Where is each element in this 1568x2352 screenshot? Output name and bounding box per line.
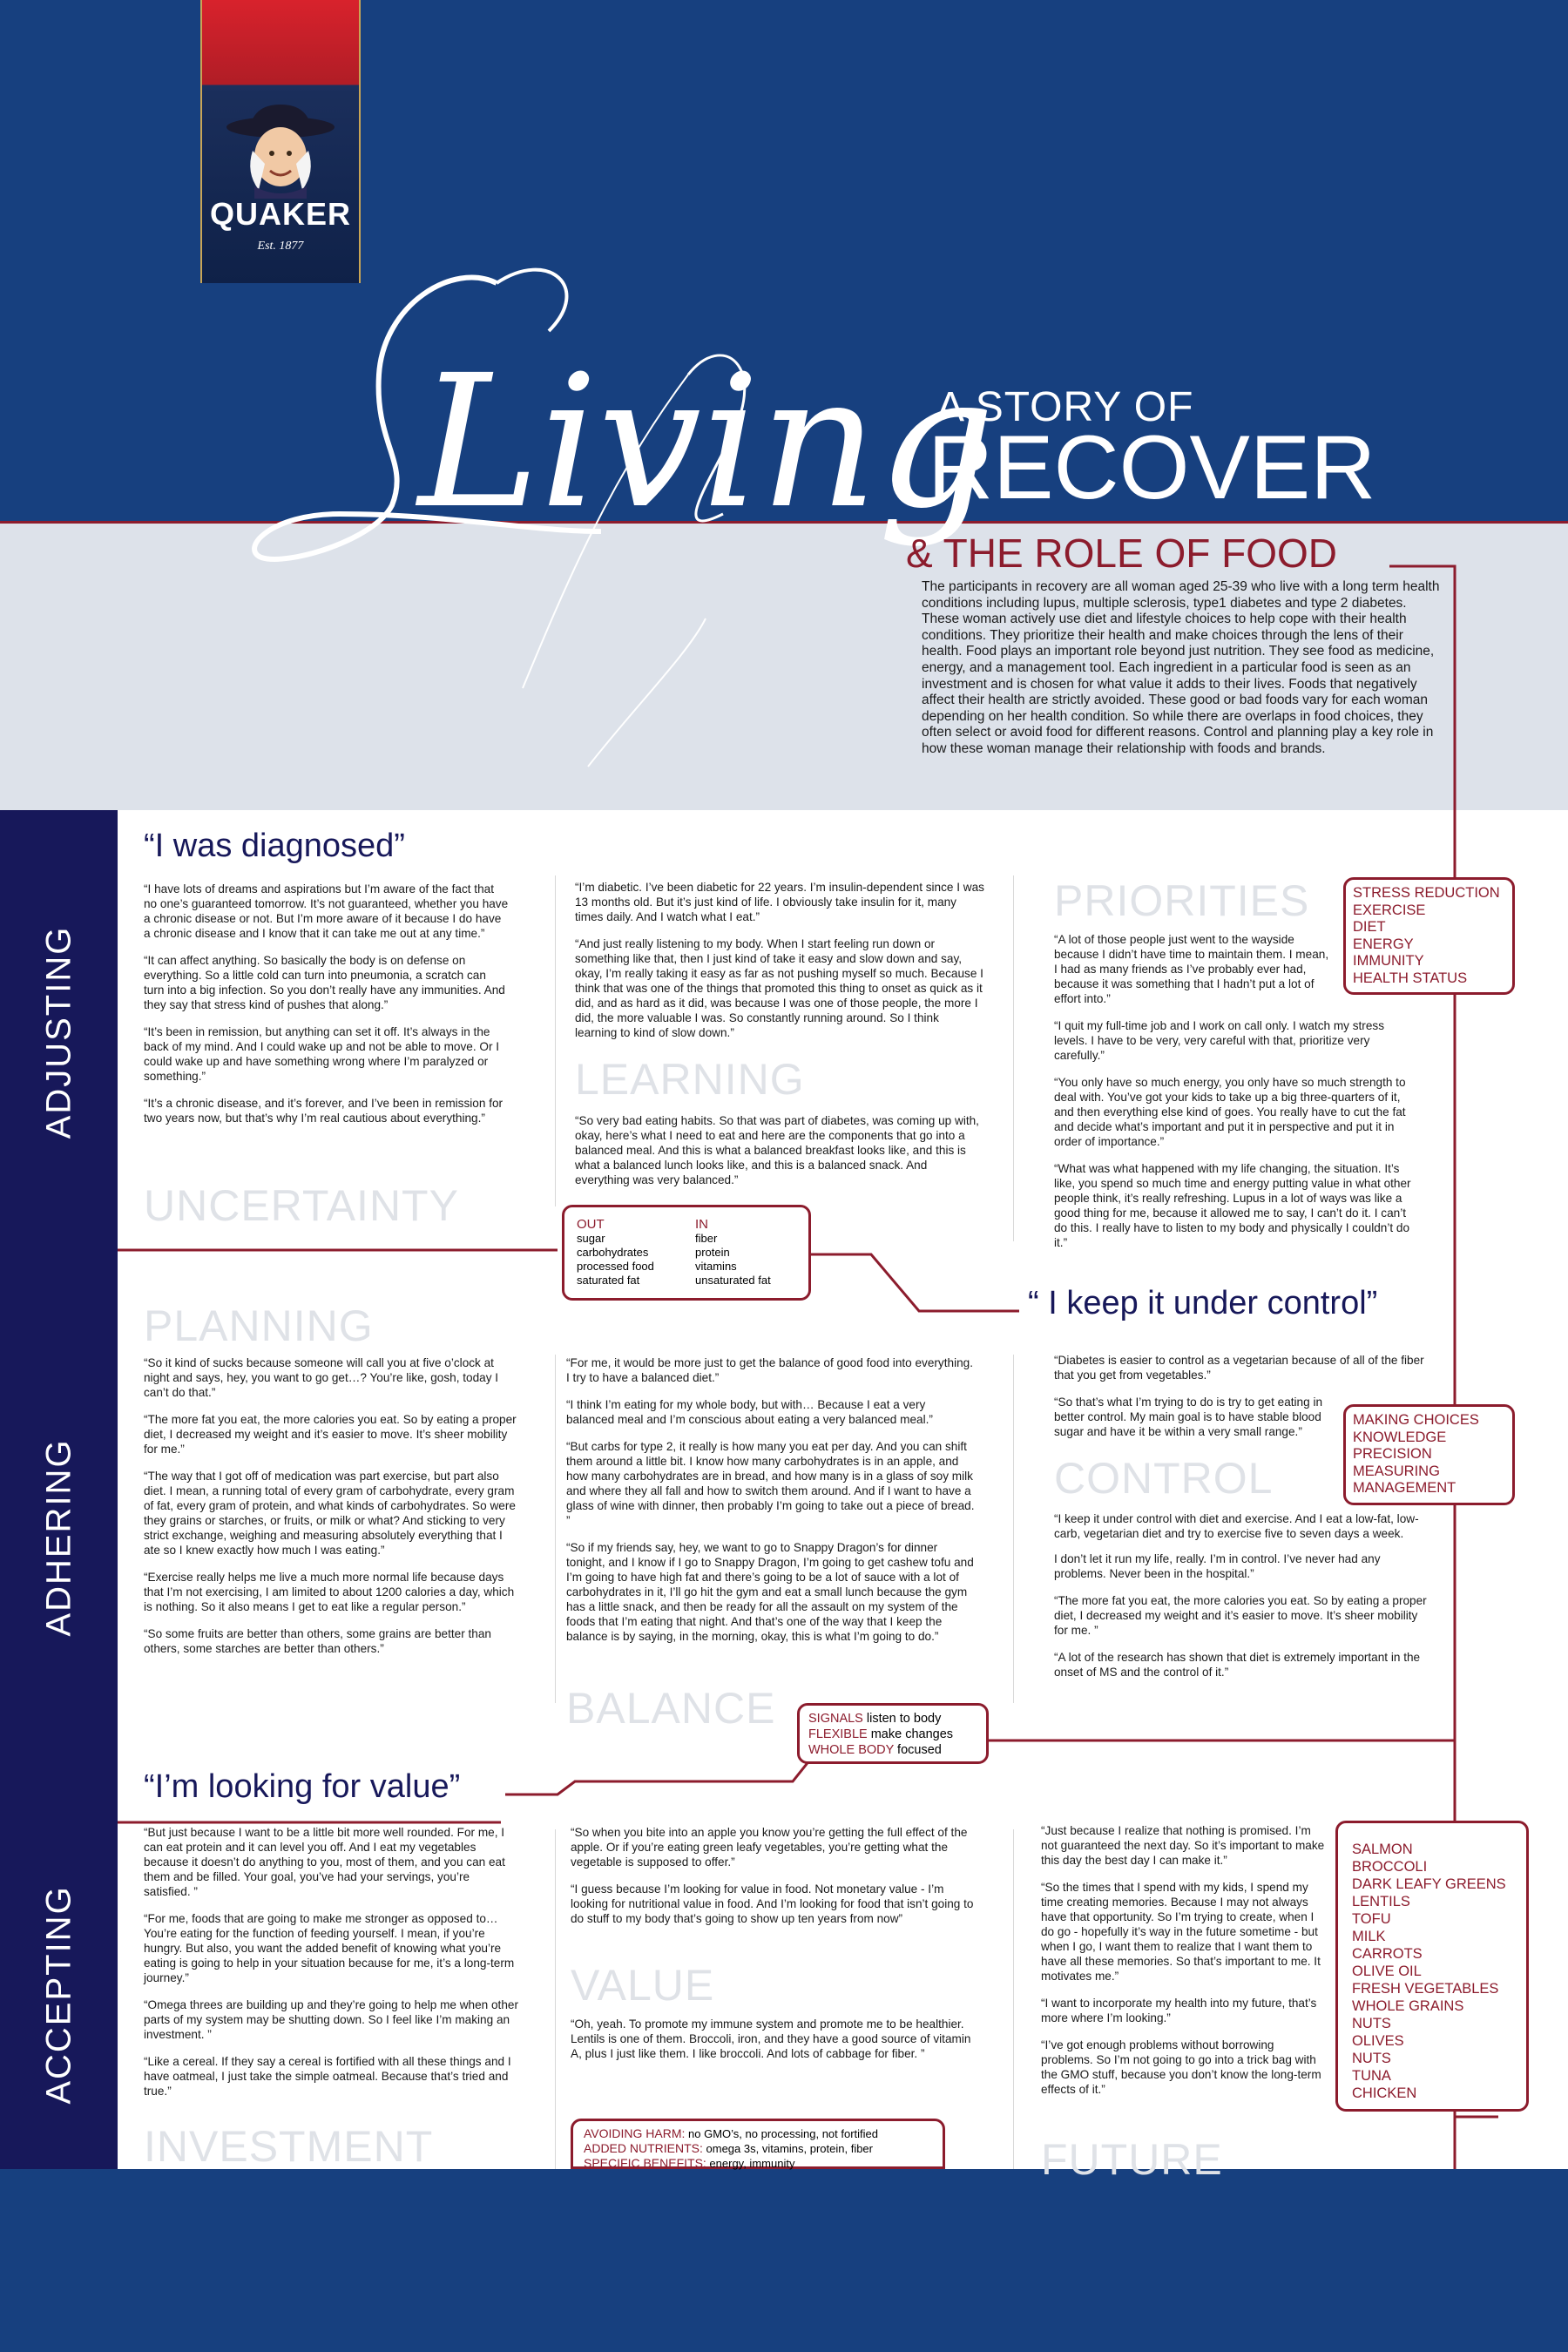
quote-text: “I want to incorporate my health into my future, that’s more where I’m looking.” [1041,1997,1317,2024]
in-item: vitamins [695,1260,737,1273]
column-divider [555,875,556,1206]
theme-uncertainty: UNCERTAINTY [144,1181,459,1230]
benefits-box [571,2119,945,2169]
food-item: BROCCOLI [1352,1859,1428,1875]
adjusting-col2a [575,880,984,1052]
quote-text: “Omega threes are building up and they’re going to help me when other parts of my system may be shutting down. So I feel like I’m making an investment. ” [144,1998,518,2041]
title-role-of-food: & THE ROLE OF FOOD [906,531,1337,576]
priority-item: ENERGY [1353,936,1414,952]
title-story-of: A STORY OF [936,384,1194,430]
quote-text: “So some fruits are better than others, some grains are better than others, some starches are better than others.” [144,1627,491,1655]
priorities-box [1343,877,1515,995]
column-divider [555,1355,556,1703]
in-item: protein [695,1246,730,1259]
foods-box [1335,1821,1529,2112]
quote-text: “And just really listening to my body. When I start feeling run down or something like that, then I just kind of take it easy and slow down and say, okay, I’m really taking it easy as far as not pushing myself so much. Because I think that was one of the things that promoted this thing to onset as quick as it did, and as hard as it did, was because I was one of those people, the more I did, the more valuable I was. So constantly running around. So I think learning to kind of slow down.” [575,937,983,1039]
adhering-col3b [1054,1511,1429,1692]
signals-box [797,1703,989,1764]
theme-future: FUTURE [1041,2135,1223,2184]
in-list [695,1218,804,1288]
quote-text: “So the times that I spend with my kids, I spend my time creating memories. Because I may not always have that opportunity. So I’m trying to create, when I do go - hopefully it’s way in the future sometime - but when I go, I want them to realize that I want them to have all these memories. So that’s important to me. It motivates me.” [1041,1881,1321,1983]
quote-text: “I think I’m eating for my whole body, but with… Because I eat a very balanced meal and I’m conscious about eating a very balanced meal.” [566,1398,933,1426]
benefits-key: ADDED NUTRIENTS: [584,2141,703,2155]
quote-text: “I have lots of dreams and aspirations but I’m aware of the fact that no one’s guaranteed tomorrow. It’s not guaranteed, whether you have a chronic disease or not. But I’m more aware of it because I do have a chronic disease and I know that it can take me out at any time.” [144,882,509,940]
out-item: processed food [577,1260,654,1273]
food-item: LENTILS [1352,1894,1410,1909]
food-item: MILK [1352,1929,1386,1944]
theme-control: CONTROL [1054,1454,1274,1503]
food-item: TUNA [1352,2068,1391,2084]
quote-text: “Diabetes is easier to control as a vegetarian because of all of the fiber that you get from vegetables.” [1054,1354,1424,1382]
theme-investment: INVESTMENT [144,2122,434,2171]
benefits-row [584,2141,932,2156]
quote-text: “I keep it under control with diet and exercise. And I eat a low-fat, low-carb, vegetarian diet and try to exercise five to seven days a week. [1054,1512,1419,1540]
quote-text: “It’s a chronic disease, and it’s forever, and I’ve been in remission for two years now, but that’s why I’m real cautious about everything.” [144,1097,504,1125]
quote-text: “Exercise really helps me live a much more normal life because days that I’m not exercising, I am limited to about 1200 calories a day, which is nothing. So it also means I get to eat like a regular person.” [144,1571,515,1613]
signals-key: WHOLE BODY [808,1743,895,1757]
signals-key: SIGNALS [808,1712,863,1726]
priority-item: STRESS REDUCTION [1353,885,1500,901]
out-list [577,1218,690,1288]
benefits-key: SPECIFIC BENEFITS: [584,2156,706,2170]
priority-item: EXERCISE [1353,902,1426,918]
signals-key: FLEXIBLE [808,1727,868,1741]
quote-text: “So when you bite into an apple you know you’re getting the full effect of the apple. Or if you’re eating green leafy vegetables, you’re getting what the vegetable is supposed to offer.” [571,1826,968,1869]
control-item: MAKING CHOICES [1353,1412,1479,1428]
benefits-desc: omega 3s, vitamins, protein, fiber [702,2142,873,2155]
food-item: TOFU [1352,1911,1391,1927]
accepting-col1 [144,1825,518,2111]
quote-text: “So it kind of sucks because someone will call you at five o’clock at night and says, hey, you want to go get…? You’re like, gosh, today I can’t do that.” [144,1356,499,1399]
in-item: unsaturated fat [695,1274,771,1287]
quote-text: “For me, it would be more just to get the balance of good food into everything. I try to have a balanced diet.” [566,1356,973,1384]
quote-text: “Like a cereal. If they say a cereal is fortified with all these things and I have oatmeal, I just take the simple oatmeal. Because that’s tried and true.” [144,2055,511,2098]
signals-row [808,1711,977,1727]
control-item: PRECISION [1353,1446,1432,1462]
adhering-label: ADHERING [39,1438,78,1637]
theme-planning: PLANNING [144,1301,374,1350]
control-item: KNOWLEDGE [1353,1429,1447,1445]
intro-paragraph: The participants in recovery are all woman aged 25-39 who live with a long term health conditions including lupus, multiple sclerosis, type1 diabetes and type 2 diabetes. These woman actively use diet and lifestyle choices to help cope with their health conditions. They prioritize their health and make choices through the lens of their health. Food plays an important role beyond just nutrition. They see food as medicine, energy, and a management tool. Each ingredient in a particular food is seen as an investment and is chosen for what value it adds to their lives. Foods that negatively affect their health are strictly avoided. These good or bad foods vary for each woman depending on her health condition. So while there are overlaps in food choices, they often select or avoid food for different reasons. Control and planning play a key role in how these woman manage their relationship with foods and brands. [922,579,1440,756]
adhering-col1 [144,1355,518,1668]
quote-text: “The way that I got off of medication was part exercise, but part also diet. I mean, a running total of every gram of carbohydrate, every gram of fat, every gram of protein, and what kinds of carbohydrates. So were they grains or starches, or fruits, or milk or what? And sticking to very strict exchange, weighing and measuring absolutely everything that I ate so I knew exactly how much I was eating.” [144,1470,516,1557]
side-label-adhering [0,1254,118,1821]
theme-balance: BALANCE [566,1684,776,1733]
signals-desc: listen to body [862,1712,942,1726]
quote-text: “So that’s what I’m trying to do is try to get eating in better control. My main goal is to have stable blood sugar and have it be within a very small range.” [1054,1396,1323,1438]
signals-desc: make changes [867,1727,954,1741]
quote-text: “A lot of those people just went to the wayside because I didn’t have time to maintain them. I mean, I had as many friends as I’ve probably ever had, because it was something that I hadn’t put a lot of effort into.” [1054,933,1329,1005]
adjusting-label: ADJUSTING [39,925,78,1139]
out-in-box [562,1205,811,1301]
food-item: CARROTS [1352,1946,1423,1962]
control-item: MEASURING [1353,1463,1440,1479]
quote-text: “It can affect anything. So basically the body is on defense on everything. So a little cold can turn into pneumonia, a scratch can turn into a big infection. So you don’t really have any immunities. And they say that stress kind of pushes that along.” [144,954,505,1011]
theme-priorities: PRIORITIES [1054,876,1310,925]
quote-text: “But carbs for type 2, it really is how many you eat per day. And you can shift them around a little bit. I know how many carbohydrates is in an apple, and how many carbohydrates are in bread, and how many is in a glass of soy milk and where they all fall and how to switch them around. And if I want to have a glass of wine with dinner, then probably I’m going to take out a piece of bread. ” [566,1440,975,1527]
out-item: sugar [577,1232,605,1245]
food-item: SALMON [1352,1842,1413,1857]
column-divider [1013,875,1014,1241]
benefits-row [584,2126,932,2141]
out-heading: OUT [577,1217,605,1232]
food-item: DARK LEAFY GREENS [1352,1876,1506,1892]
theme-learning: LEARNING [575,1055,805,1104]
quote-text: “I guess because I’m looking for value in food. Not monetary value - I’m looking for nutritional value in food. And I’m looking for food that isn’t going to do stuff to my body that’s going to show up ten years from now” [571,1882,974,1925]
accepting-quote: “I’m looking for value” [144,1768,461,1805]
priority-item: DIET [1353,919,1386,935]
quote-text: “The more fat you eat, the more calories you eat. So by eating a proper diet, I decreased my weight and it’s easier to move. It’s sheer mobility for me. ” [1054,1594,1427,1637]
in-heading: IN [695,1217,708,1232]
quote-text: “But just because I want to be a little bit more well rounded. For me, I can eat protein and it can level you off. And I eat my vegetables because it doesn’t do anything to you, most of them, and you can eat them and be filled. Your goal, you’ve had your servings, you’re satisfied. ” [144,1826,505,1898]
signals-desc: focused [894,1743,942,1757]
quote-text: “So if my friends say, hey, we want to go to Snappy Dragon’s for dinner tonight, and I know if I go to Snappy Dragon, I’m going to get cashew tofu and I’m going to have high fat and there’s going to be a lot of sauce with a lot of carbohydrates in it, I’ll go hit the gym and eat a small lunch because the gym has a little snack, and then be ready for all the assault on my system of the foods that I’m eating that night. And that’s one of the way that I keep the balance is by saying, in the morning, okay, this is what I’m going to do.” [566,1541,974,1643]
quote-text: I don’t let it run my life, really. I’m in control. I’ve never had any problems. Never been in the hospital.” [1054,1552,1381,1580]
quote-text: “The more fat you eat, the more calories you eat. So by eating a proper diet, I decreased my weight and it’s easier to move. It’s sheer mobility for me.” [144,1413,517,1456]
benefits-key: AVOIDING HARM: [584,2126,686,2140]
quote-text: “It’s been in remission, but anything can set it off. It’s always in the back of my mind. And I could wake up and not be able to move. Or I could wake up and have something wrong where I’m paralyzed or something.” [144,1025,500,1083]
signals-row [808,1727,977,1742]
accepting-col2b [571,2017,980,2073]
column-divider [555,1829,556,2169]
benefits-desc: energy, immunity [706,2157,795,2170]
quote-text: “Oh, yeah. To promote my immune system and promote me to be healthier. Lentils is one of them. Broccoli, iron, and they have a good source of vitamin A, plus I just like them. I like broccoli. And lots of cabbage for fiber. ” [571,2017,971,2060]
out-item: saturated fat [577,1274,640,1287]
adjusting-col2b [575,1113,984,1200]
column-divider [1013,1829,1014,2169]
food-item: NUTS [1352,2051,1391,2066]
quote-text: “A lot of the research has shown that diet is extremely important in the onset of MS and the control of it.” [1054,1651,1421,1679]
side-label-accepting [0,1821,118,2169]
quote-text: “I’m diabetic. I’ve been diabetic for 22 years. I’m insulin-dependent since I was 13 months old. But it’s just kind of life. I obviously take insulin for it, many times daily. And I watch what I eat.” [575,881,984,923]
in-item: fiber [695,1232,718,1245]
adhering-quote: “ I keep it under control” [1028,1285,1378,1321]
quote-text: “You only have so much energy, you only have so much strength to deal with. You’ve got your kids to take up a big three-quarters of it, and then everything else kind of goes. You really have to cut the fat and decide what’s important and put it in perspective and put it in order of importance.” [1054,1076,1406,1148]
title-recover: RECOVER [928,417,1376,518]
adjusting-col1 [144,882,510,1138]
food-item: FRESH VEGETABLES [1352,1981,1499,1997]
food-item: WHOLE GRAINS [1352,1998,1464,2014]
column-divider [1013,1355,1014,1703]
food-item: CHICKEN [1352,2085,1417,2101]
brand-name: QUAKER [209,196,351,232]
living-text: Living [418,335,996,549]
control-box [1343,1404,1515,1505]
brand-est: Est. 1877 [257,240,304,253]
benefits-row [584,2156,932,2171]
out-item: carbohydrates [577,1246,649,1259]
adhering-col2 [566,1355,976,1656]
priority-item: IMMUNITY [1353,953,1424,969]
control-item: MANAGEMENT [1353,1480,1456,1496]
quote-text: “I quit my full-time job and I work on call only. I watch my stress levels. I have to be very, very careful with that, prioritize very carefully.” [1054,1019,1384,1062]
food-item: OLIVES [1352,2033,1404,2049]
quote-text: “Just because I realize that nothing is promised. I’m not guaranteed the next day. So it’s important to make this day the best day I can make it.” [1041,1824,1325,1867]
quote-text: “So very bad eating habits. So that was part of diabetes, was coming up with, okay, here’s what I need to eat and here are the components that go into a balanced meal. And this is what a balanced breakfast looks like, and this is what a balanced lunch looks like, and this is a balanced snack. And everything was very balanced.” [575,1114,979,1186]
benefits-desc: no GMO’s, no processing, not fortified [685,2127,879,2140]
accepting-label: ACCEPTING [39,1885,78,2105]
accepting-col2a [571,1825,980,1938]
quote-text: “What was what happened with my life changing, the situation. It’s like, you spend so much time and energy putting value in what other people think, it’s really refreshing. Lupus in a lot of ways was like a good thing for me, because it allowed me to say, I can’t do it. I can’t do this. I really have to listen to my body and physically I couldn’t do it.” [1054,1162,1411,1249]
food-item: NUTS [1352,2016,1391,2031]
accepting-col3 [1041,1823,1328,2109]
adjusting-quote: “I was diagnosed” [144,828,405,864]
quote-text: “I’ve got enough problems without borrowing problems. So I’m not going to go into a trick bag with the GMO stuff, because you don’t know the long-term effects of it.” [1041,2038,1321,2096]
food-item: OLIVE OIL [1352,1963,1422,1979]
side-label-adjusting [0,810,118,1254]
priority-item: HEALTH STATUS [1353,970,1468,986]
quote-text: “For me, foods that are going to make me stronger as opposed to… You’re eating for the function of feeding yourself. I mean, if you’re hungry. But also, you want the added benefit of knowing what you’re eating is going to help in your situation because for me, it’s a long-term journey.” [144,1912,515,1984]
theme-value: VALUE [571,1961,715,2010]
signals-row [808,1742,977,1758]
